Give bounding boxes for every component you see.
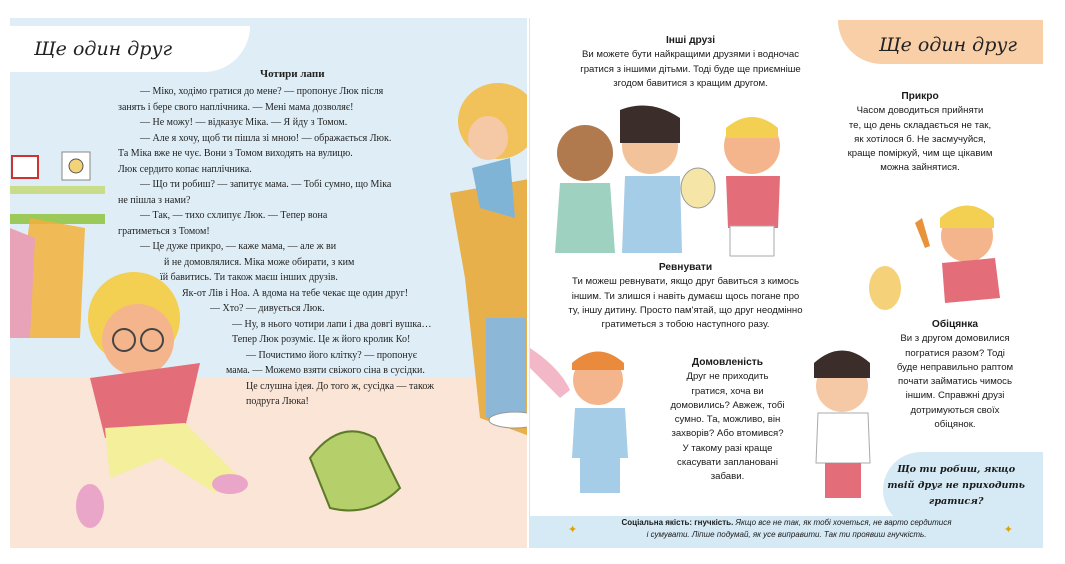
page-title-right: Ще один друг <box>878 34 1017 56</box>
section-line: гратися з іншими дітьми. Тоді буде ще приємніше <box>580 63 801 75</box>
section-line: почати займатись чимось <box>898 376 1012 388</box>
section-heading: Ревнувати <box>658 262 713 273</box>
footer-line: і сумувати. Ліпше подумай, як усе виправити. Так ти проявиш гнучкість. <box>646 530 927 539</box>
section-heading: Домовленість <box>691 357 764 368</box>
story-line: занять і бере свого наплічника. — Мені мама дозволяє! <box>118 101 354 113</box>
footer-line: Якщо все не так, як тобі хочеться, не варто сердитися <box>735 518 952 527</box>
section-line: дотримуються своїх <box>910 404 1000 416</box>
section-line: скасувати заплановані <box>677 457 778 469</box>
page-title: Ще один друг <box>34 38 173 60</box>
story-line: — Але я хочу, щоб ти пішла зі мною! — ображається Люк. <box>140 132 392 144</box>
coat-rack <box>10 214 105 224</box>
toy-boat-icon <box>12 156 38 178</box>
section-heading: Обіцянка <box>931 319 979 330</box>
story-line: — Хто? — дивується Люк. <box>210 303 325 314</box>
question-line: гратися? <box>928 496 984 507</box>
section-jealous <box>548 261 823 332</box>
story-line: — Почистимо його клітку? — пропонує <box>246 349 418 361</box>
section-line: домовились? Авжеж, тобі <box>670 399 785 411</box>
rabbit-icon <box>869 266 901 310</box>
section-agreement <box>645 356 810 485</box>
section-annoying <box>820 90 1020 176</box>
section-heading: Прикро <box>901 91 939 102</box>
story-line: мама. — Можемо взяти свіжого сіна в сусідки. <box>226 365 425 376</box>
story-line: — Так, — тихо схлипує Люк. — Тепер вона <box>140 210 328 221</box>
story-line: подруга Люка! <box>246 396 309 407</box>
section-line: забави. <box>710 471 745 483</box>
section-line: як хотілося б. Не засмучуйся, <box>854 133 986 145</box>
section-line: погратися разом? Тоді <box>905 347 1005 359</box>
section-line: ту, іншу дитину. Просто пам'ятай, що друг неодмінно <box>568 304 803 316</box>
story-line: Та Міка вже не чує. Вони з Томом виходять на вулицю. <box>118 148 353 159</box>
mother-legs <box>486 318 526 418</box>
boy-shoe <box>212 474 248 494</box>
left-page <box>10 18 527 548</box>
section-heading: Інші друзі <box>665 35 716 46</box>
section-line: буде неправильно раптом <box>896 361 1014 373</box>
section-line: Ви з другом домовилися <box>900 333 1010 345</box>
section-line: гратися, хоча ви <box>691 385 764 397</box>
flower-icon <box>69 159 83 173</box>
right-page <box>529 18 1043 548</box>
story-line: — Що ти робиш? — запитує мама. — Тобі сумно, що Міка <box>140 179 392 190</box>
story-line: Тепер Люк розуміє. Це ж його кролик Ко! <box>232 334 411 345</box>
story-line: Люк сердито копає наплічника. <box>118 163 252 175</box>
section-line: Ти можеш ревнувати, якщо друг бавиться з кимось <box>572 276 799 288</box>
kid-head <box>557 125 613 181</box>
shelf <box>10 186 105 194</box>
story-line: — Це дуже прикро, — каже мама, — але ж ви <box>140 241 337 252</box>
section-line: Друг не приходить <box>686 371 769 383</box>
mother-face <box>468 116 508 160</box>
story-text <box>118 84 434 410</box>
section-promise <box>875 318 1035 432</box>
section-line: сумно. Та, можливо, він <box>674 414 781 426</box>
question-line: Що ти робиш, якщо <box>897 464 1016 475</box>
section-line: те, що день складається не так, <box>848 119 992 131</box>
section-line: Ви можете бути найкращими друзями і водночас <box>581 49 800 61</box>
section-line: іншим. Справжні друзі <box>905 390 1005 402</box>
ball-icon <box>681 168 715 208</box>
story-line: не пішла з нами? <box>118 194 191 206</box>
backpack-icon <box>310 431 400 510</box>
section-line: згодом бавитися з кращим другом. <box>613 77 768 89</box>
bee-icon: ✦ <box>568 524 578 536</box>
story-line: — Не можу! — відказує Міка. — Я йду з Томом. <box>140 117 348 128</box>
section-line: обіцянок. <box>934 419 976 431</box>
footer-label: Соціальна якість: гнучкість. <box>621 518 734 527</box>
section-line: Часом доводиться прийняти <box>856 105 984 117</box>
story-title: Чотири лапи <box>260 68 325 80</box>
story-line: Це слушна ідея. До того ж, сусідка — також <box>246 380 435 392</box>
section-line: можна зайнятися. <box>880 162 960 174</box>
question-line: твій друг не приходить <box>887 480 1025 491</box>
story-line: — Міко, ходімо гратися до мене? — пропонує Люк після <box>140 86 384 97</box>
story-line: їй бавитись. Ти також маєш інших друзів. <box>160 272 338 283</box>
story-line: й не домовлялися. Міка може обирати, з ким <box>164 256 355 268</box>
section-line: гратиметься з тобою наступного разу. <box>601 319 770 331</box>
section-other-friends <box>558 34 823 91</box>
bee-icon: ✦ <box>1003 524 1013 536</box>
question-text <box>887 462 1025 510</box>
story-line: Як-от Лів і Ноа. А вдома на тебе чекає ще один друг! <box>182 287 409 299</box>
section-line: іншим. Ти злишся і навіть думаєш щось погане про <box>571 290 800 302</box>
story-line: гратиметься з Томом! <box>118 225 210 237</box>
footer-text <box>530 517 1043 541</box>
story-line: — Ну, в нього чотири лапи і два довгі вушка… <box>232 318 432 330</box>
section-line: захворів? Або втомився? <box>671 428 784 440</box>
section-line: У такому разі краще <box>682 442 773 454</box>
section-line: краще поміркуй, чим ще цікавим <box>847 148 993 160</box>
